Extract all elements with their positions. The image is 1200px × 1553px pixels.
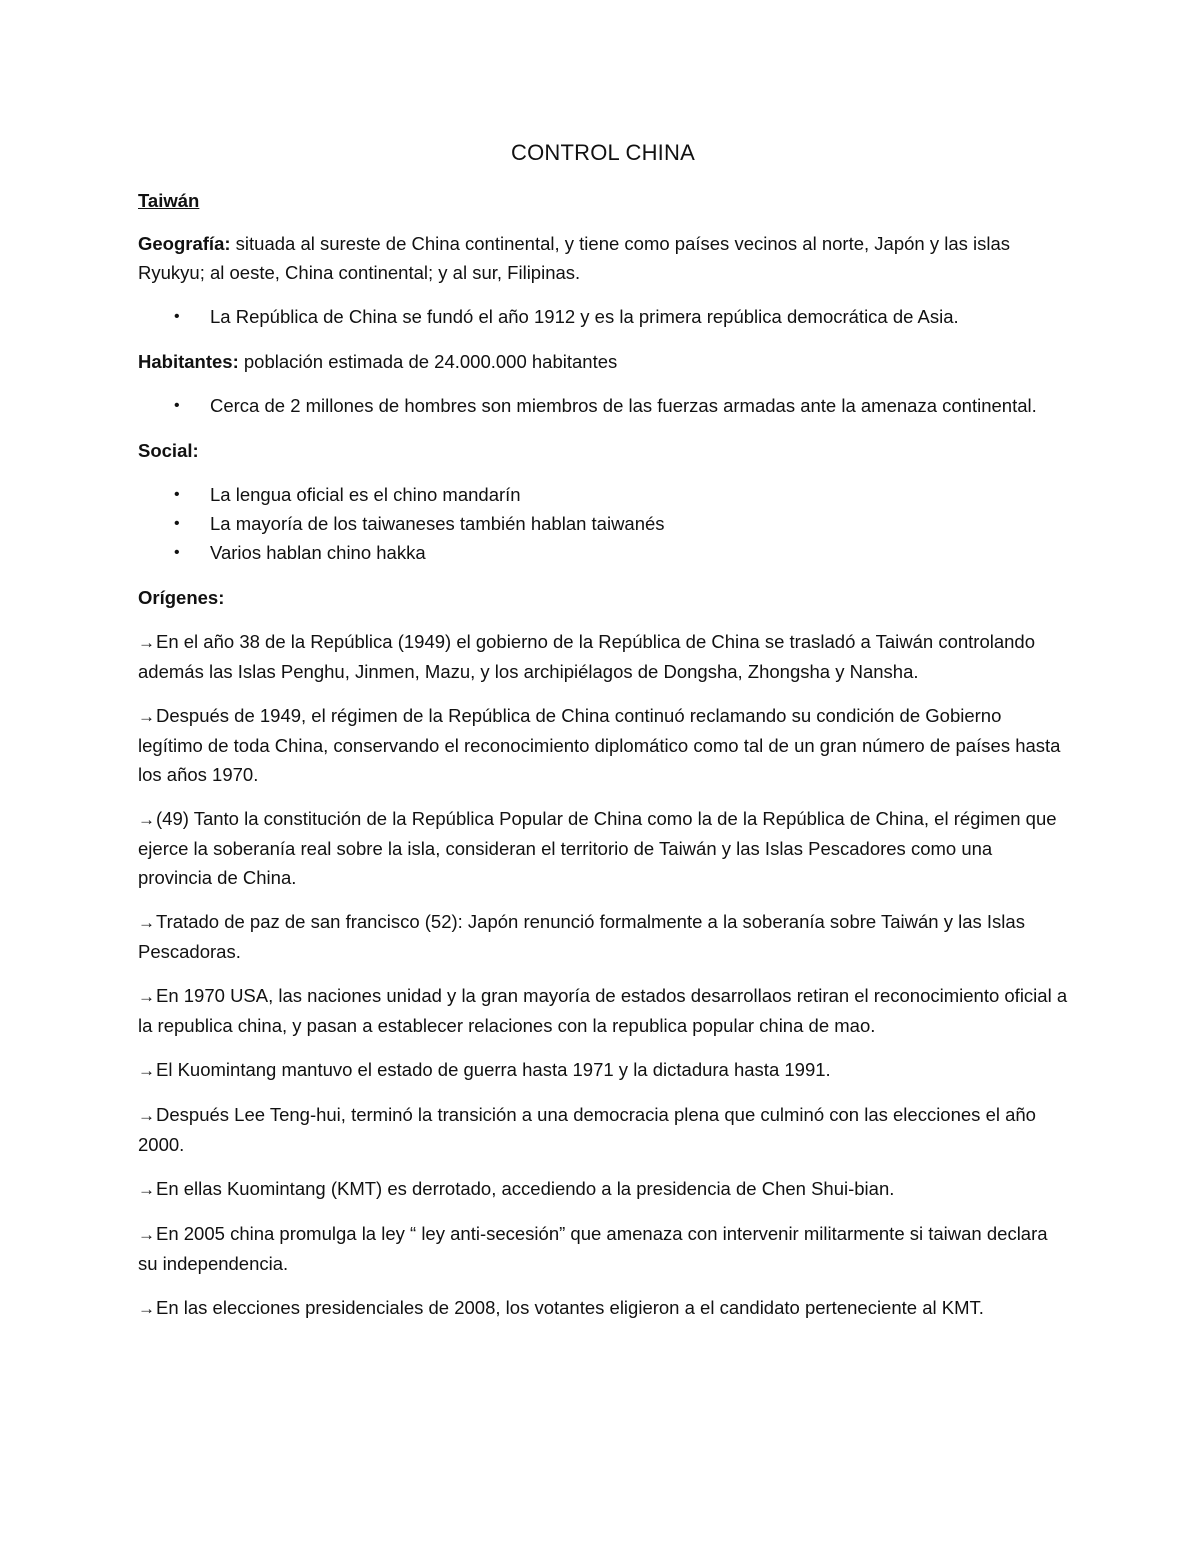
bullet-icon: • — [174, 486, 180, 503]
origenes-item-text: En 1970 USA, las naciones unidad y la gran mayoría de estados desarrollaos retiran el reconocimiento oficial a la republica china, y pasan a establecer relaciones con la republica popular china de mao. — [138, 985, 1068, 1036]
origenes-item — [138, 1293, 1068, 1323]
arrow-right-icon: → — [138, 1225, 155, 1244]
arrow-right-icon: → — [138, 1299, 155, 1318]
social-label: Social: — [138, 440, 199, 461]
origenes-item-text: Tratado de paz de san francisco (52): Japón renunció formalmente a la soberanía sobre Taiwán y las Islas Pescadoras. — [138, 911, 1025, 962]
origenes-label: Orígenes: — [138, 587, 225, 608]
arrow-right-icon: → — [138, 1061, 155, 1080]
habitantes-label: Habitantes: — [138, 351, 239, 372]
origenes-item-text: Después de 1949, el régimen de la República de China continuó reclamando su condición de Gobierno legítimo de toda China, conservando el reconocimiento diplomático como tal de un gran número de países hasta los años 1970. — [138, 705, 1061, 785]
origenes-item — [138, 627, 1068, 686]
list-item — [138, 509, 1068, 538]
origenes-item — [138, 981, 1068, 1040]
geografia-paragraph — [138, 229, 1068, 287]
origenes-item — [138, 701, 1068, 789]
geografia-label: Geografía: — [138, 233, 231, 254]
habitantes-list — [138, 391, 1068, 420]
arrow-right-icon: → — [138, 633, 155, 652]
document-page — [138, 140, 1068, 1338]
origenes-item-text: En ellas Kuomintang (KMT) es derrotado, accediendo a la presidencia de Chen Shui-bian. — [156, 1178, 895, 1199]
origenes-item-text: Después Lee Teng-hui, terminó la transición a una democracia plena que culminó con las elecciones el año 2000. — [138, 1104, 1036, 1155]
origenes-item — [138, 804, 1068, 892]
bullet-icon: • — [174, 308, 180, 325]
origenes-item — [138, 1219, 1068, 1278]
list-item — [138, 538, 1068, 567]
arrow-right-icon: → — [138, 810, 155, 829]
habitantes-paragraph — [138, 347, 1068, 376]
arrow-right-icon: → — [138, 913, 155, 932]
list-item — [138, 391, 1068, 420]
list-item-text: Cerca de 2 millones de hombres son miembros de las fuerzas armadas ante la amenaza continental. — [210, 395, 1037, 416]
list-item-text: Varios hablan chino hakka — [210, 542, 426, 563]
list-item-text: La lengua oficial es el chino mandarín — [210, 484, 521, 505]
list-item-text: La mayoría de los taiwaneses también hablan taiwanés — [210, 513, 665, 534]
social-list — [138, 480, 1068, 567]
origenes-item-text: (49) Tanto la constitución de la República Popular de China como la de la República de China, el régimen que ejerce la soberanía real sobre la isla, consideran el territorio de Taiwán y las Islas Pescadores como una provincia de China. — [138, 808, 1057, 888]
list-item — [138, 480, 1068, 509]
bullet-icon: • — [174, 544, 180, 561]
document-title: CONTROL CHINA — [511, 140, 695, 165]
arrow-right-icon: → — [138, 1106, 155, 1125]
arrow-right-icon: → — [138, 707, 155, 726]
origenes-item — [138, 1174, 1068, 1204]
bullet-icon: • — [174, 515, 180, 532]
origenes-item — [138, 907, 1068, 966]
origenes-item-text: En 2005 china promulga la ley “ ley anti-secesión” que amenaza con intervenir militarmente si taiwan declara su independencia. — [138, 1223, 1048, 1274]
origenes-item-text: En las elecciones presidenciales de 2008, los votantes eligieron a el candidato perteneciente al KMT. — [156, 1297, 984, 1318]
arrow-right-icon: → — [138, 1180, 155, 1199]
habitantes-text: población estimada de 24.000.000 habitantes — [238, 351, 618, 372]
bullet-icon: • — [174, 397, 180, 414]
arrow-right-icon: → — [138, 987, 155, 1006]
list-item — [138, 302, 1068, 331]
origenes-item-text: En el año 38 de la República (1949) el gobierno de la República de China se trasladó a Taiwán controlando además las Islas Penghu, Jinmen, Mazu, y los archipiélagos de Dongsha, Zhongsha y Nansha. — [138, 631, 1036, 682]
section-subtitle: Taiwán — [138, 190, 200, 211]
origenes-item — [138, 1100, 1068, 1159]
origenes-item-text: El Kuomintang mantuvo el estado de guerra hasta 1971 y la dictadura hasta 1991. — [156, 1059, 831, 1080]
origenes-item — [138, 1055, 1068, 1085]
geografia-text: situada al sureste de China continental, y tiene como países vecinos al norte, Japón y las islas Ryukyu; al oeste, China continental; y al sur, Filipinas. — [138, 233, 1011, 283]
list-item-text: La República de China se fundó el año 1912 y es la primera república democrática de Asia. — [210, 306, 959, 327]
geografia-list — [138, 302, 1068, 331]
